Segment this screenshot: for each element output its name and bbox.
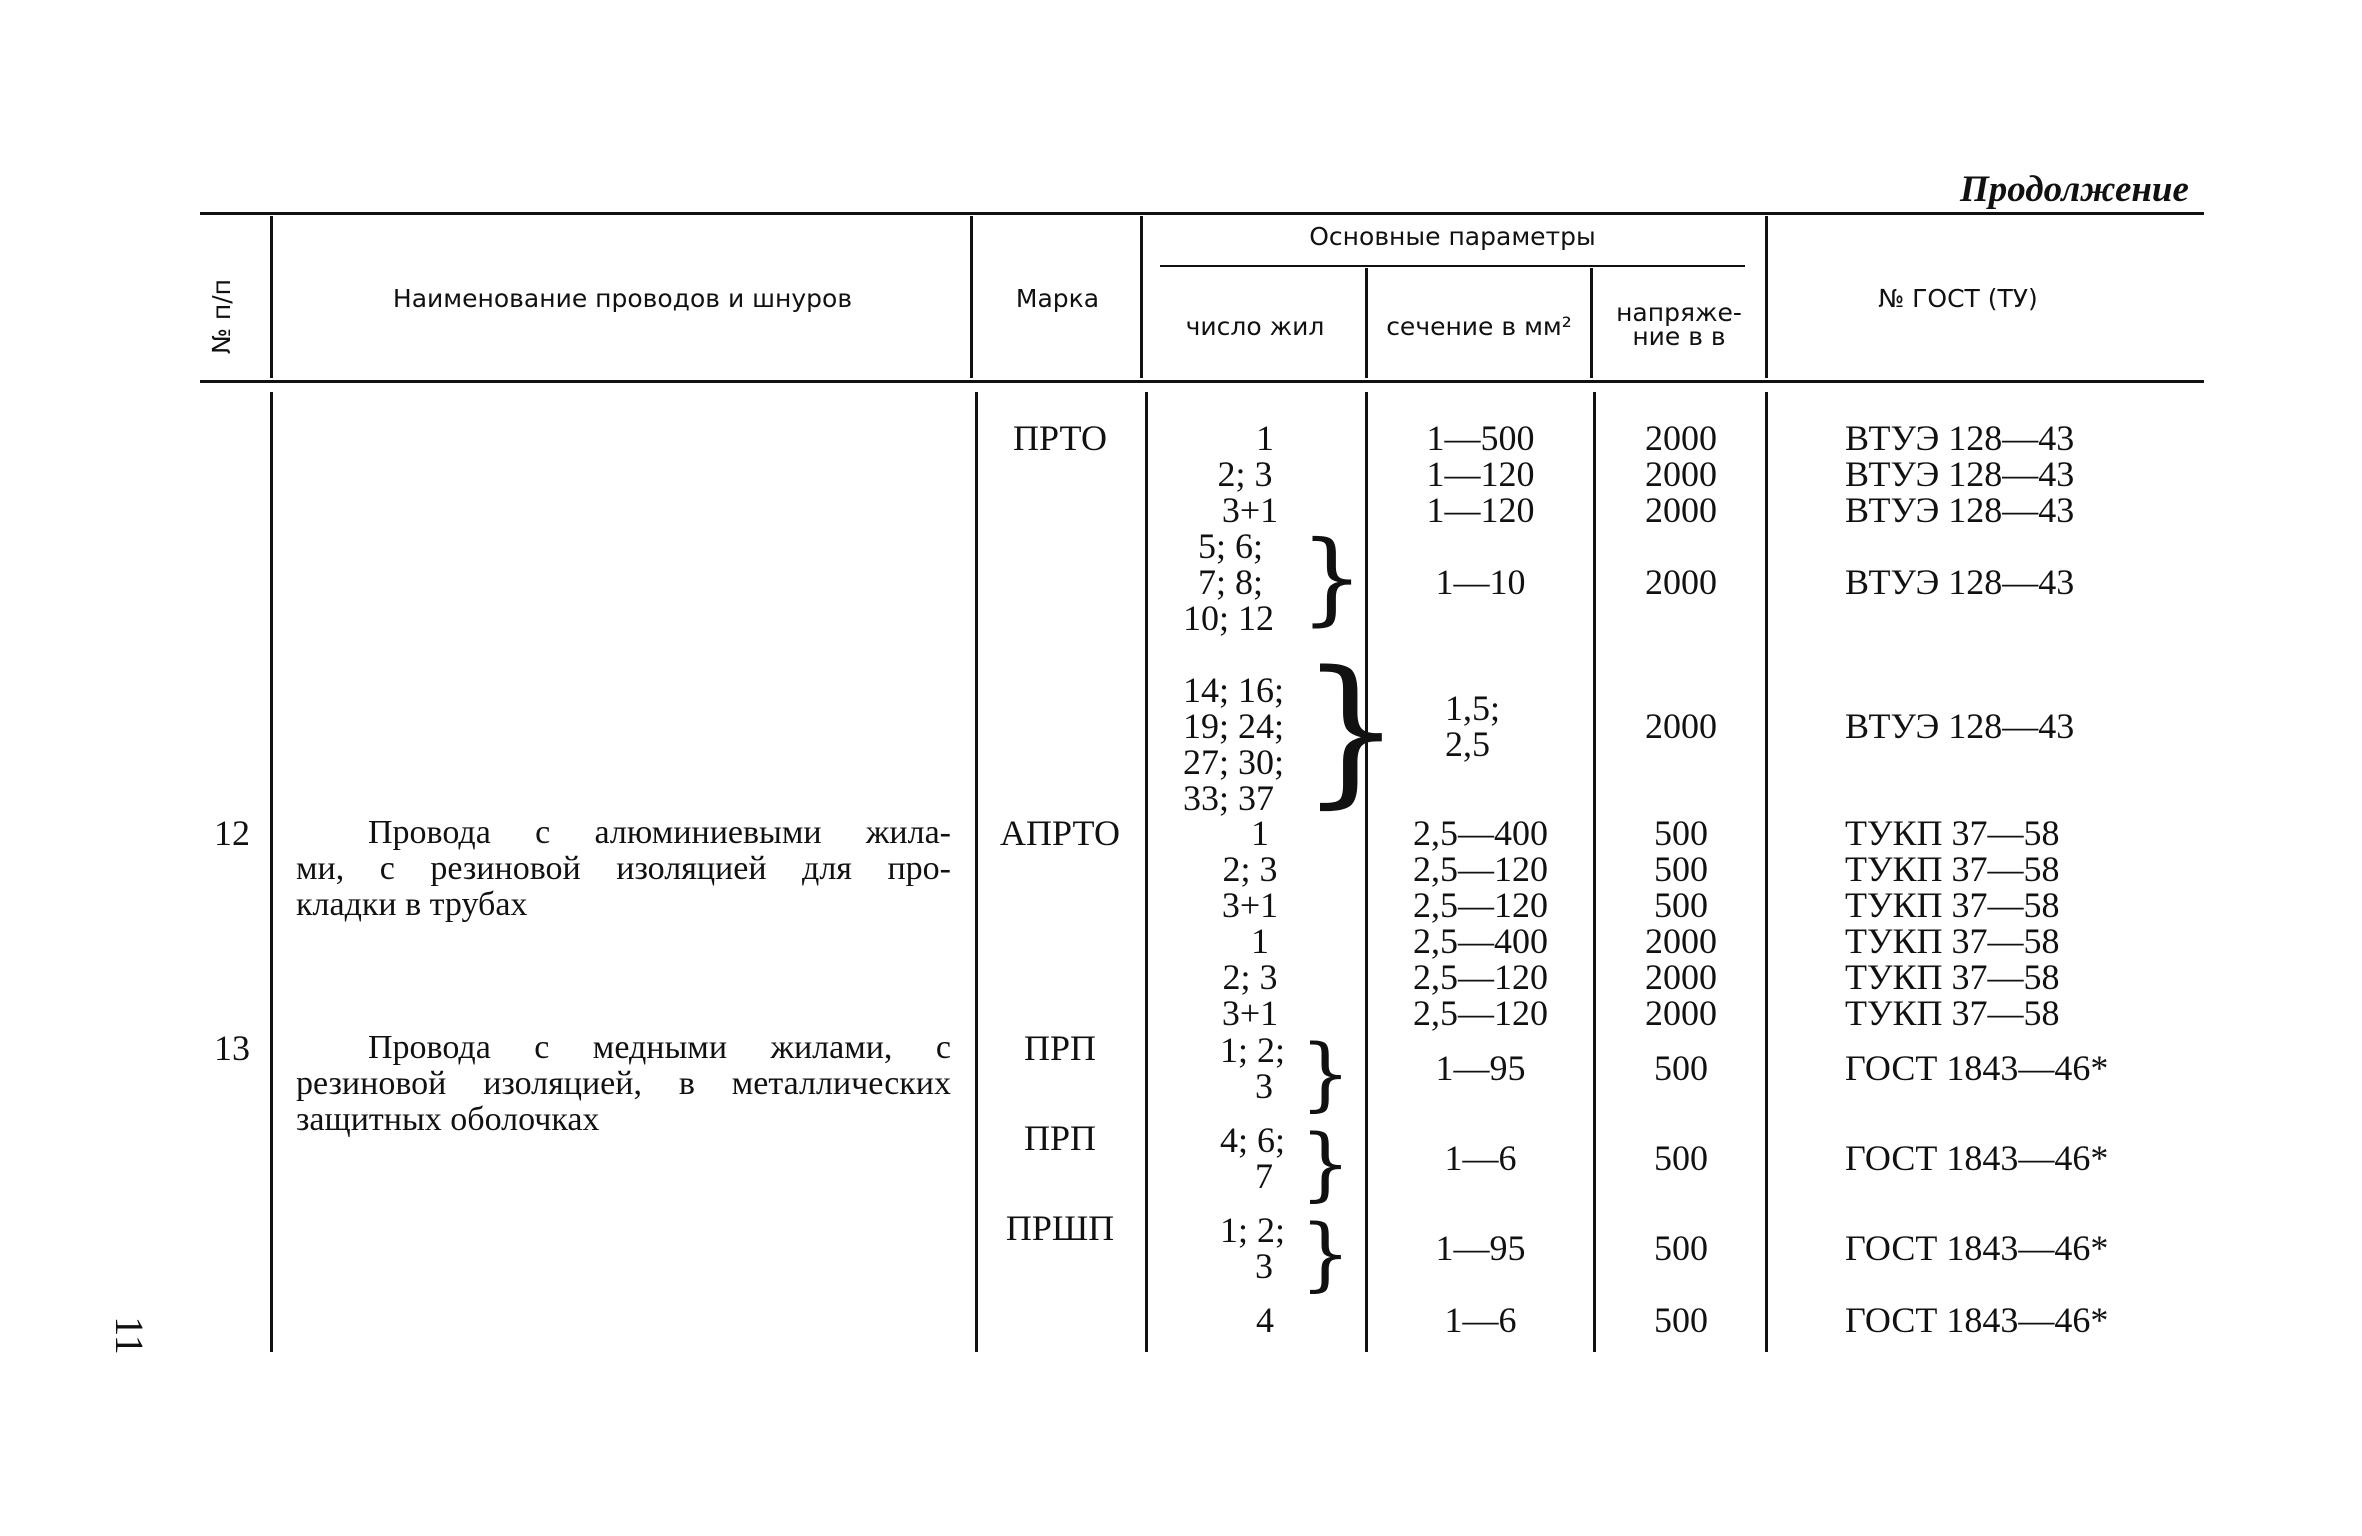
- voltage-r6: 500: [1654, 813, 1708, 853]
- name-row-13: [296, 1030, 951, 1138]
- voltage-r8: 500: [1654, 885, 1708, 925]
- gost-r15: ГОСТ 1843—46*: [1845, 1300, 2109, 1340]
- cores-r4-b: 7; 8;: [1198, 562, 1264, 602]
- header-divider-2: [970, 216, 973, 378]
- section-r7: 2,5—120: [1413, 849, 1548, 889]
- cores-r5-a: 14; 16;: [1183, 670, 1285, 710]
- voltage-r11: 2000: [1645, 993, 1717, 1033]
- header-params-group: Основные параметры: [1309, 222, 1596, 251]
- name-row-13-line-2: резиновой изоляцией, в металлических: [296, 1065, 951, 1102]
- section-r6: 2,5—400: [1413, 813, 1548, 853]
- section-r10: 2,5—120: [1413, 957, 1548, 997]
- cores-r2: 2; 3: [1217, 454, 1273, 494]
- voltage-r9: 2000: [1645, 921, 1717, 961]
- voltage-r7: 500: [1654, 849, 1708, 889]
- table-top-rule: [200, 212, 2204, 215]
- section-r14: 1—95: [1435, 1228, 1526, 1268]
- brace-r13: }: [1300, 1117, 1351, 1210]
- voltage-r14: 500: [1654, 1228, 1708, 1268]
- gost-r9: ТУКП 37—58: [1845, 921, 2060, 961]
- section-r5-b: 2,5: [1445, 724, 1490, 764]
- section-r12: 1—95: [1435, 1048, 1526, 1088]
- cores-r5-d: 33; 37: [1183, 778, 1275, 818]
- gost-r8: ТУКП 37—58: [1845, 885, 2060, 925]
- header-divider-3: [1140, 216, 1143, 378]
- gost-r2: ВТУЭ 128—43: [1845, 454, 2075, 494]
- voltage-r13: 500: [1654, 1138, 1708, 1178]
- cores-r14-a: 1; 2;: [1220, 1210, 1286, 1250]
- cores-r13-b: 7: [1255, 1156, 1273, 1196]
- cores-r12-b: 3: [1255, 1066, 1273, 1106]
- section-r3: 1—120: [1426, 490, 1535, 530]
- cores-r9: 1: [1251, 921, 1269, 961]
- mark-prshp: ПРШП: [1005, 1208, 1115, 1248]
- cores-r6: 1: [1251, 813, 1269, 853]
- cores-r15: 4: [1256, 1300, 1274, 1340]
- mark-prp-2: ПРП: [1023, 1118, 1097, 1158]
- name-row-12-line-2: ми, с резиновой изоляцией для про-: [296, 850, 951, 887]
- name-row-12-line-1: Провода с алюминиевыми жила-: [368, 814, 951, 851]
- section-r4: 1—10: [1435, 562, 1526, 602]
- gost-r12: ГОСТ 1843—46*: [1845, 1048, 2109, 1088]
- continuation-label: Продолжение: [1960, 169, 2189, 210]
- cores-r10: 2; 3: [1222, 957, 1278, 997]
- section-r2: 1—120: [1426, 454, 1535, 494]
- header-gost: № ГОСТ (ТУ): [1878, 284, 2038, 313]
- brace-r12: }: [1300, 1027, 1351, 1120]
- mark-prp-1: ПРП: [1023, 1028, 1097, 1068]
- gost-r11: ТУКП 37—58: [1845, 993, 2060, 1033]
- cores-r8: 3+1: [1221, 885, 1279, 925]
- name-row-12: [296, 815, 951, 923]
- cores-r5-c: 27; 30;: [1183, 742, 1285, 782]
- section-r13: 1—6: [1444, 1138, 1517, 1178]
- section-r1: 1—500: [1426, 418, 1535, 458]
- name-row-13-line-1: Провода с медными жилами, с: [368, 1029, 951, 1066]
- header-bottom-rule: [200, 380, 2204, 383]
- header-cores: число жил: [1185, 312, 1325, 341]
- cores-r1: 1: [1256, 418, 1274, 458]
- header-section: сечение в мм²: [1386, 312, 1572, 341]
- cores-r5-b: 19; 24;: [1183, 706, 1285, 746]
- voltage-r10: 2000: [1645, 957, 1717, 997]
- cores-r12-a: 1; 2;: [1220, 1030, 1286, 1070]
- brace-r5: }: [1300, 636, 1402, 823]
- header-voltage-2: ние в в: [1632, 322, 1726, 351]
- cores-r4-a: 5; 6;: [1198, 526, 1264, 566]
- voltage-r12: 500: [1654, 1048, 1708, 1088]
- gost-r3: ВТУЭ 128—43: [1845, 490, 2075, 530]
- voltage-r3: 2000: [1645, 490, 1717, 530]
- section-r5-a: 1,5;: [1445, 688, 1501, 728]
- header-num: № п/п: [207, 278, 237, 355]
- cores-r14-b: 3: [1255, 1246, 1273, 1286]
- header-divider-1: [270, 216, 273, 378]
- voltage-r2: 2000: [1645, 454, 1717, 494]
- mark-prto: ПРТО: [1013, 418, 1107, 458]
- body-divider-1: [270, 392, 273, 1352]
- section-r8: 2,5—120: [1413, 885, 1548, 925]
- body-divider-3: [1145, 392, 1148, 1352]
- gost-r4: ВТУЭ 128—43: [1845, 562, 2075, 602]
- section-r9: 2,5—400: [1413, 921, 1548, 961]
- gost-r7: ТУКП 37—58: [1845, 849, 2060, 889]
- row-num-13: 13: [214, 1028, 250, 1068]
- cores-r4-c: 10; 12: [1183, 598, 1275, 638]
- params-group-rule: [1160, 265, 1745, 267]
- body-divider-2: [975, 392, 978, 1352]
- row-num-12: 12: [214, 813, 250, 853]
- gost-r1: ВТУЭ 128—43: [1845, 418, 2075, 458]
- voltage-r1: 2000: [1645, 418, 1717, 458]
- cores-r7: 2; 3: [1222, 849, 1278, 889]
- section-r11: 2,5—120: [1413, 993, 1548, 1033]
- gost-r6: ТУКП 37—58: [1845, 813, 2060, 853]
- voltage-r4: 2000: [1645, 562, 1717, 602]
- gost-r13: ГОСТ 1843—46*: [1845, 1138, 2109, 1178]
- cores-r13-a: 4; 6;: [1220, 1120, 1286, 1160]
- name-row-13-line-3: защитных оболочках: [296, 1101, 600, 1138]
- gost-r5: ВТУЭ 128—43: [1845, 706, 2075, 746]
- mark-aprto: АПРТО: [1000, 813, 1120, 853]
- voltage-r15: 500: [1654, 1300, 1708, 1340]
- header-name: Наименование проводов и шнуров: [392, 284, 853, 313]
- section-r15: 1—6: [1444, 1300, 1517, 1340]
- page-number: 11: [106, 1316, 152, 1355]
- gost-r10: ТУКП 37—58: [1845, 957, 2060, 997]
- gost-r14: ГОСТ 1843—46*: [1845, 1228, 2109, 1268]
- header-voltage-1: напряже-: [1616, 298, 1742, 327]
- cores-r3: 3+1: [1221, 490, 1279, 530]
- voltage-r5: 2000: [1645, 706, 1717, 746]
- brace-r4: }: [1300, 519, 1364, 636]
- header-mark: Марка: [1015, 284, 1100, 313]
- cores-r11: 3+1: [1221, 993, 1279, 1033]
- brace-r14: }: [1300, 1207, 1351, 1300]
- name-row-12-line-3: кладки в трубах: [296, 886, 528, 923]
